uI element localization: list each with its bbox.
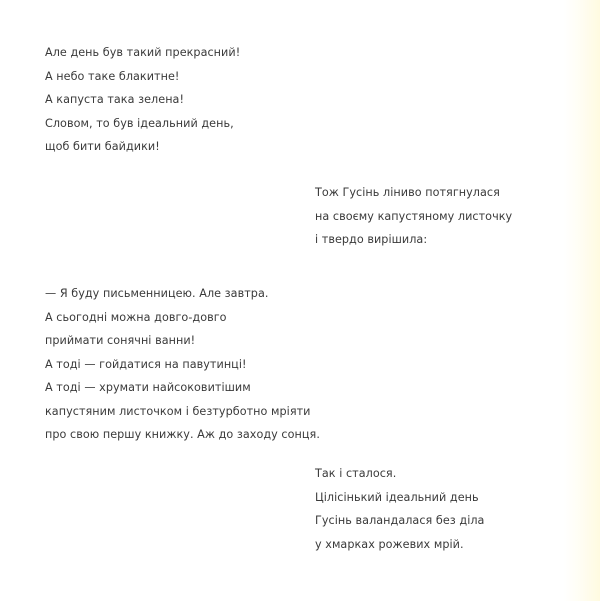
text-line: Цілісінький ідеальний день [315, 490, 479, 504]
text-line: про свою першу книжку. Аж до заходу сонця. [45, 428, 320, 441]
text-line: на своєму капустяному листочку [315, 209, 513, 223]
text-line: А капуста така зелена! [45, 93, 184, 106]
text-line: приймати сонячні ванни! [45, 334, 196, 347]
text-line: А сьогодні можна довго-довго [45, 310, 227, 324]
text-line: Словом, то був ідеальний день, [45, 116, 234, 130]
text-line: Тож Гусінь ліниво потягнулася [315, 186, 500, 199]
text-line: А тоді — гойдатися на павутинці! [45, 357, 247, 371]
paragraph-caterpillar-decided [315, 181, 512, 252]
text-line: А небо таке блакитне! [45, 69, 180, 83]
text-line: Але день був такий прекрасний! [45, 46, 241, 59]
text-line: Гусінь валандалася без діла [315, 514, 485, 527]
paragraph-so-it-happened [315, 462, 484, 556]
text-line: у хмарках рожевих мрій. [315, 537, 464, 551]
text-line: щоб бити байдики! [45, 140, 160, 153]
text-line: — Я буду письменницею. Але завтра. [45, 287, 269, 300]
text-line: Так і сталося. [315, 467, 397, 480]
text-line: капустяним листочком і безтурботно мріяти [45, 404, 311, 418]
paragraph-writer-tomorrow [45, 282, 320, 447]
text-line: і твердо вирішила: [315, 233, 428, 246]
text-line: А тоді — хрумати найсоковитішим [45, 381, 251, 394]
paragraph-beautiful-day [45, 41, 240, 159]
